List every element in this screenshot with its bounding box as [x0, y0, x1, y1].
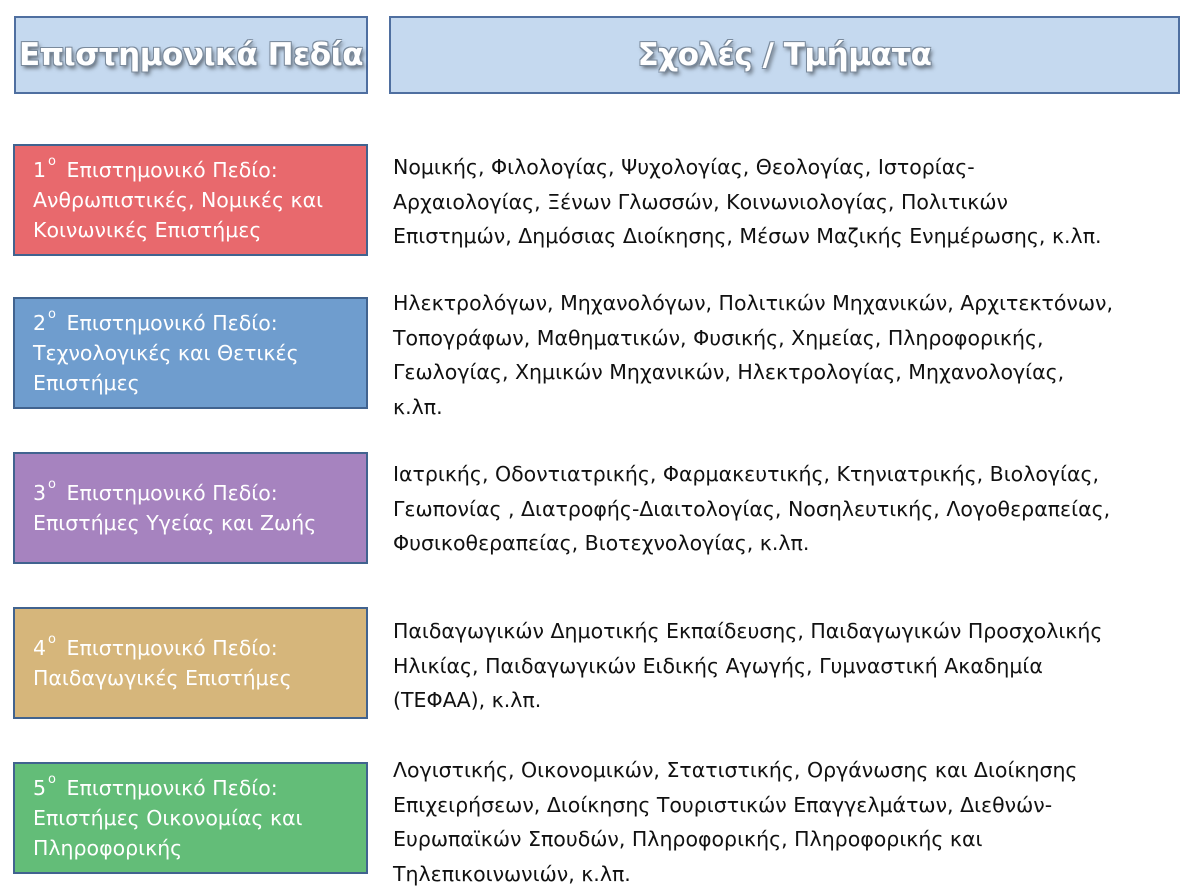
schools-header — [389, 16, 1180, 94]
field-name-line: Πληροφορικής — [33, 836, 183, 860]
degree-symbol: o — [48, 772, 57, 788]
degree-symbol: o — [48, 632, 57, 648]
schools-line: Παιδαγωγικών Δημοτικής Εκπαίδευσης, Παιδαγωγικών Προσχολικής — [393, 619, 1103, 643]
fields-header — [14, 16, 368, 94]
field-box-4 — [13, 607, 368, 719]
schools-line: Ηλεκτρολόγων, Μηχανολόγων, Πολιτικών Μηχανικών, Αρχιτεκτόνων, — [393, 291, 1114, 315]
schools-line: Φυσικοθεραπείας, Βιοτεχνολογίας, κ.λπ. — [393, 531, 810, 555]
schools-line: Επιστημών, Δημόσιας Διοίκησης, Μέσων Μαζικής Ενημέρωσης, κ.λπ. — [393, 224, 1102, 248]
field-name-line: Ανθρωπιστικές, Νομικές και — [33, 188, 324, 212]
field-name-line: Παιδαγωγικές Επιστήμες — [33, 666, 292, 690]
field-name-line: Τεχνολογικές και Θετικές — [33, 341, 299, 365]
field-number: 1 — [33, 158, 47, 182]
schools-line: Λογιστικής, Οικονομικών, Στατιστικής, Οργάνωσης και Διοίκησης — [393, 758, 1078, 782]
degree-symbol: o — [48, 154, 57, 170]
field-label: Επιστημονικό Πεδίο: — [66, 158, 278, 182]
field-number: 3 — [33, 481, 47, 505]
field-name-line: Επιστήμες — [33, 371, 140, 395]
schools-list-5 — [393, 753, 1199, 891]
schools-header-title: Σχολές / Τμήματα — [637, 37, 932, 73]
degree-symbol: o — [48, 307, 57, 323]
schools-line: Ιατρικής, Οδοντιατρικής, Φαρμακευτικής, Κτηνιατρικής, Βιολογίας, — [393, 462, 1099, 486]
schools-line: Ευρωπαϊκών Σπουδών, Πληροφορικής, Πληροφορικής και — [393, 827, 983, 851]
schools-line: Επιχειρήσεων, Διοίκησης Τουριστικών Επαγγελμάτων, Διεθνών- — [393, 792, 1053, 817]
field-name-line: Κοινωνικές Επιστήμες — [33, 218, 262, 242]
field-name-line: Επιστήμες Οικονομίας και — [33, 806, 303, 830]
field-label: Επιστημονικό Πεδίο: — [66, 481, 278, 505]
field-label: Επιστημονικό Πεδίο: — [66, 311, 278, 335]
degree-symbol: o — [48, 477, 57, 493]
schools-line: Τηλεπικοινωνιών, κ.λπ. — [393, 861, 631, 886]
field-label: Επιστημονικό Πεδίο: — [66, 776, 278, 800]
field-title-line — [33, 773, 366, 803]
schools-line: Τοπογράφων, Μαθηματικών, Φυσικής, Χημείας, Πληροφορικής, — [393, 325, 1044, 350]
schools-line: (ΤΕΦΑΑ), κ.λπ. — [393, 688, 542, 712]
field-number: 2 — [33, 311, 47, 335]
schools-line: Γεωλογίας, Χημικών Μηχανικών, Ηλεκτρολογίας, Μηχανολογίας, — [393, 360, 1065, 384]
field-title-line — [33, 478, 366, 508]
schools-list-4 — [393, 614, 1199, 718]
field-title-line — [33, 633, 366, 663]
field-number: 4 — [33, 636, 47, 660]
field-number: 5 — [33, 776, 47, 800]
schools-line: Γεωπονίας , Διατροφής-Διαιτολογίας, Νοσηλευτικής, Λογοθεραπείας, — [393, 496, 1111, 521]
fields-header-title: Επιστημονικά Πεδία — [18, 37, 364, 73]
field-title-line — [33, 308, 366, 338]
field-title-line — [33, 155, 366, 185]
schools-line: Ηλικίας, Παιδαγωγικών Ειδικής Αγωγής, Γυμναστική Ακαδημία — [393, 653, 1043, 678]
field-box-5 — [13, 762, 368, 874]
schools-list-2 — [393, 286, 1199, 424]
schools-line: Νομικής, Φιλολογίας, Ψυχολογίας, Θεολογίας, Ιστορίας- — [393, 155, 975, 179]
schools-line: κ.λπ. — [393, 394, 443, 419]
field-label: Επιστημονικό Πεδίο: — [66, 636, 278, 660]
schools-list-1 — [393, 150, 1199, 254]
schools-line: Αρχαιολογίας, Ξένων Γλωσσών, Κοινωνιολογίας, Πολιτικών — [393, 189, 1008, 214]
field-box-1 — [13, 144, 368, 256]
field-name-line: Επιστήμες Υγείας και Ζωής — [33, 511, 317, 535]
field-box-2 — [13, 297, 368, 409]
field-box-3 — [13, 452, 368, 564]
schools-list-3 — [393, 457, 1199, 561]
